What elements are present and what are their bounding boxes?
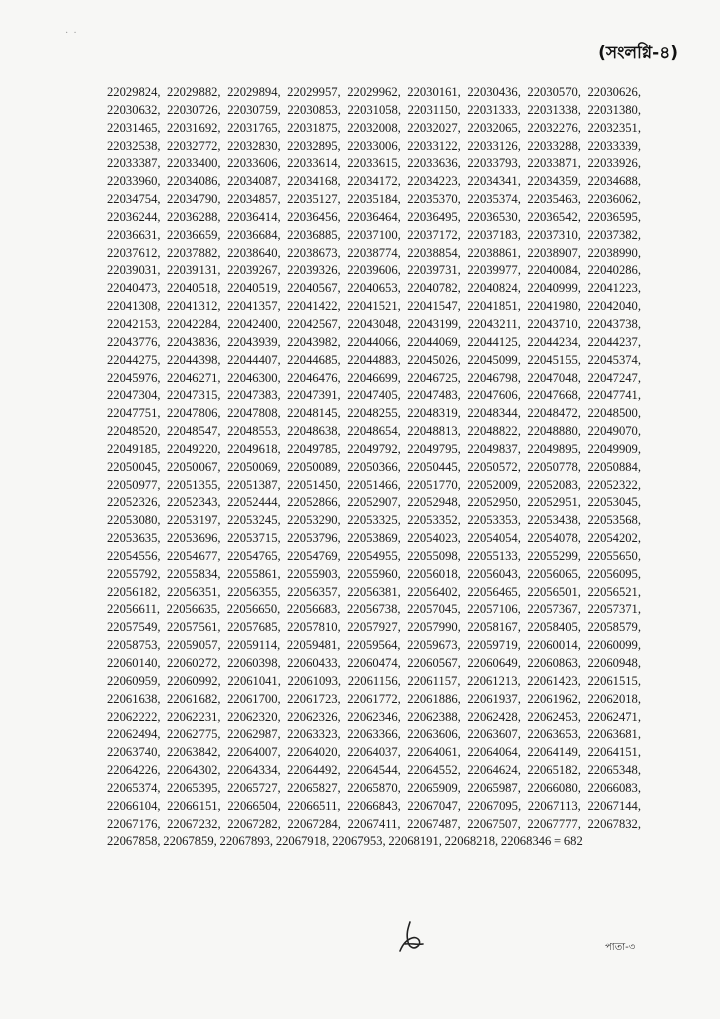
annex-label: (সংলগ্নি-৪): [598, 43, 678, 63]
roll-number-list: 22029824, 22029882, 22029894, 22029957, 22029962, 22030161, 22030436, 22030570, 22030626, 22030632, 22030726, 22030759, 22030853, 22031058, 22031150, 22031333, 22031338, 22031380, 22031465, 22031692, 22031765, 22031875, 22032008, 22032027, 22032065, 22032276, 22032351, 22032538, 22032772, 22032830, 22032895, 22033006, 22033122, 22033126, 22033288, 22033339, 22033387, 22033400, 22033606, 22033614, 22033615, 22033636, 22033793, 22033871, 22033926, 22033960, 22034086, 22034087, 22034168, 22034172, 22034223, 22034341, 22034359, 22034688, 22034754, 22034790, 22034857, 22035127, 22035184, 22035370, 22035374, 22035463, 22036062, 22036244, 22036288, 22036414, 22036456, 22036464, 22036495, 22036530, 22036542, 22036595, 22036631, 22036659, 22036684, 22036885, 22037100, 22037172, 22037183, 22037310, 22037382, 22037612, 22037882, 22038640, 22038673, 22038774, 22038854, 22038861, 22038907, 22038990, 22039031, 22039131, 22039267, 22039326, 22039606, 22039731, 22039977, 22040084, 22040286, 22040473, 22040518, 22040519, 22040567, 22040653, 22040782, 22040824, 22040999, 22041223, 22041308, 22041312, 22041357, 22041422, 22041521, 22041547, 22041851, 22041980, 22042040, 22042153, 22042284, 22042400, 22042567, 22043048, 22043199, 22043211, 22043710, 22043738, 22043776, 22043836, 22043939, 22043982, 22044066, 22044069, 22044125, 22044234, 22044237, 22044275, 22044398, 22044407, 22044685, 22044883, 22045026, 22045099, 22045155, 22045374, 22045976, 22046271, 22046300, 22046476, 22046699, 22046725, 22046798, 22047048, 22047247, 22047304, 22047315, 22047383, 22047391, 22047405, 22047483, 22047606, 22047668, 22047741, 22047751, 22047806, 22047808, 22048145, 22048255, 22048319, 22048344, 22048472, 22048500, 22048520, 22048547, 22048553, 22048638, 22048654, 22048813, 22048822, 22048880, 22049070, 22049185, 22049220, 22049618, 22049785, 22049792, 22049795, 22049837, 22049895, 22049909, 22050045, 22050067, 22050069, 22050089, 22050366, 22050445, 22050572, 22050778, 22050884, 22050977, 22051355, 22051387, 22051450, 22051466, 22051770, 22052009, 22052083, 22052322, 22052326, 22052343, 22052444, 22052866, 22052907, 22052948, 22052950, 22052951, 22053045, 22053080, 22053197, 22053245, 22053290, 22053325, 22053352, 22053353, 22053438, 22053568, 22053635, 22053696, 22053715, 22053796, 22053869, 22054023, 22054054, 22054078, 22054202, 22054556, 22054677, 22054765, 22054769, 22054955, 22055098, 22055133, 22055299, 22055650, 22055792, 22055834, 22055861, 22055903, 22055960, 22056018, 22056043, 22056065, 22056095, 22056182, 22056351, 22056355, 22056357, 22056381, 22056402, 22056465, 22056501, 22056521, 22056611, 22056635, 22056650, 22056683, 22056738, 22057045, 22057106, 22057367, 22057371, 22057549, 22057561, 22057685, 22057810, 22057927, 22057990, 22058167, 22058405, 22058579, 22058753, 22059057, 22059114, 22059481, 22059564, 22059673, 22059719, 22060014, 22060099, 22060140, 22060272, 22060398, 22060433, 22060474, 22060567, 22060649, 22060863, 22060948, 22060959, 22060992, 22061041, 22061093, 22061156, 22061157, 22061213, 22061423, 22061515, 22061638, 22061682, 22061700, 22061723, 22061772, 22061886, 22061937, 22061962, 22062018, 22062222, 22062231, 22062320, 22062326, 22062346, 22062388, 22062428, 22062453, 22062471, 22062494, 22062775, 22062987, 22063323, 22063366, 22063606, 22063607, 22063653, 22063681, 22063740, 22063842, 22064007, 22064020, 22064037, 22064061, 22064064, 22064149, 22064151, 22064226, 22064302, 22064334, 22064492, 22064544, 22064552, 22064624, 22065182, 22065348, 22065374, 22065395, 22065727, 22065827, 22065870, 22065909, 22065987, 22066080, 22066083, 22066104, 22066151, 22066504, 22066511, 22066843, 22067047, 22067095, 22067113, 22067144, 22067176, 22067232, 22067282, 22067284, 22067411, 22067487, 22067507, 22067777, 22067832, 22067858, 22067859, 22067893, 22067918, 22067953, 22068191, 22068218, 22068346 = 682: [107, 85, 641, 849]
page-number: পাতা-৩: [605, 942, 636, 953]
scan-speck: · ·: [65, 28, 77, 39]
signature-icon: [396, 920, 426, 954]
